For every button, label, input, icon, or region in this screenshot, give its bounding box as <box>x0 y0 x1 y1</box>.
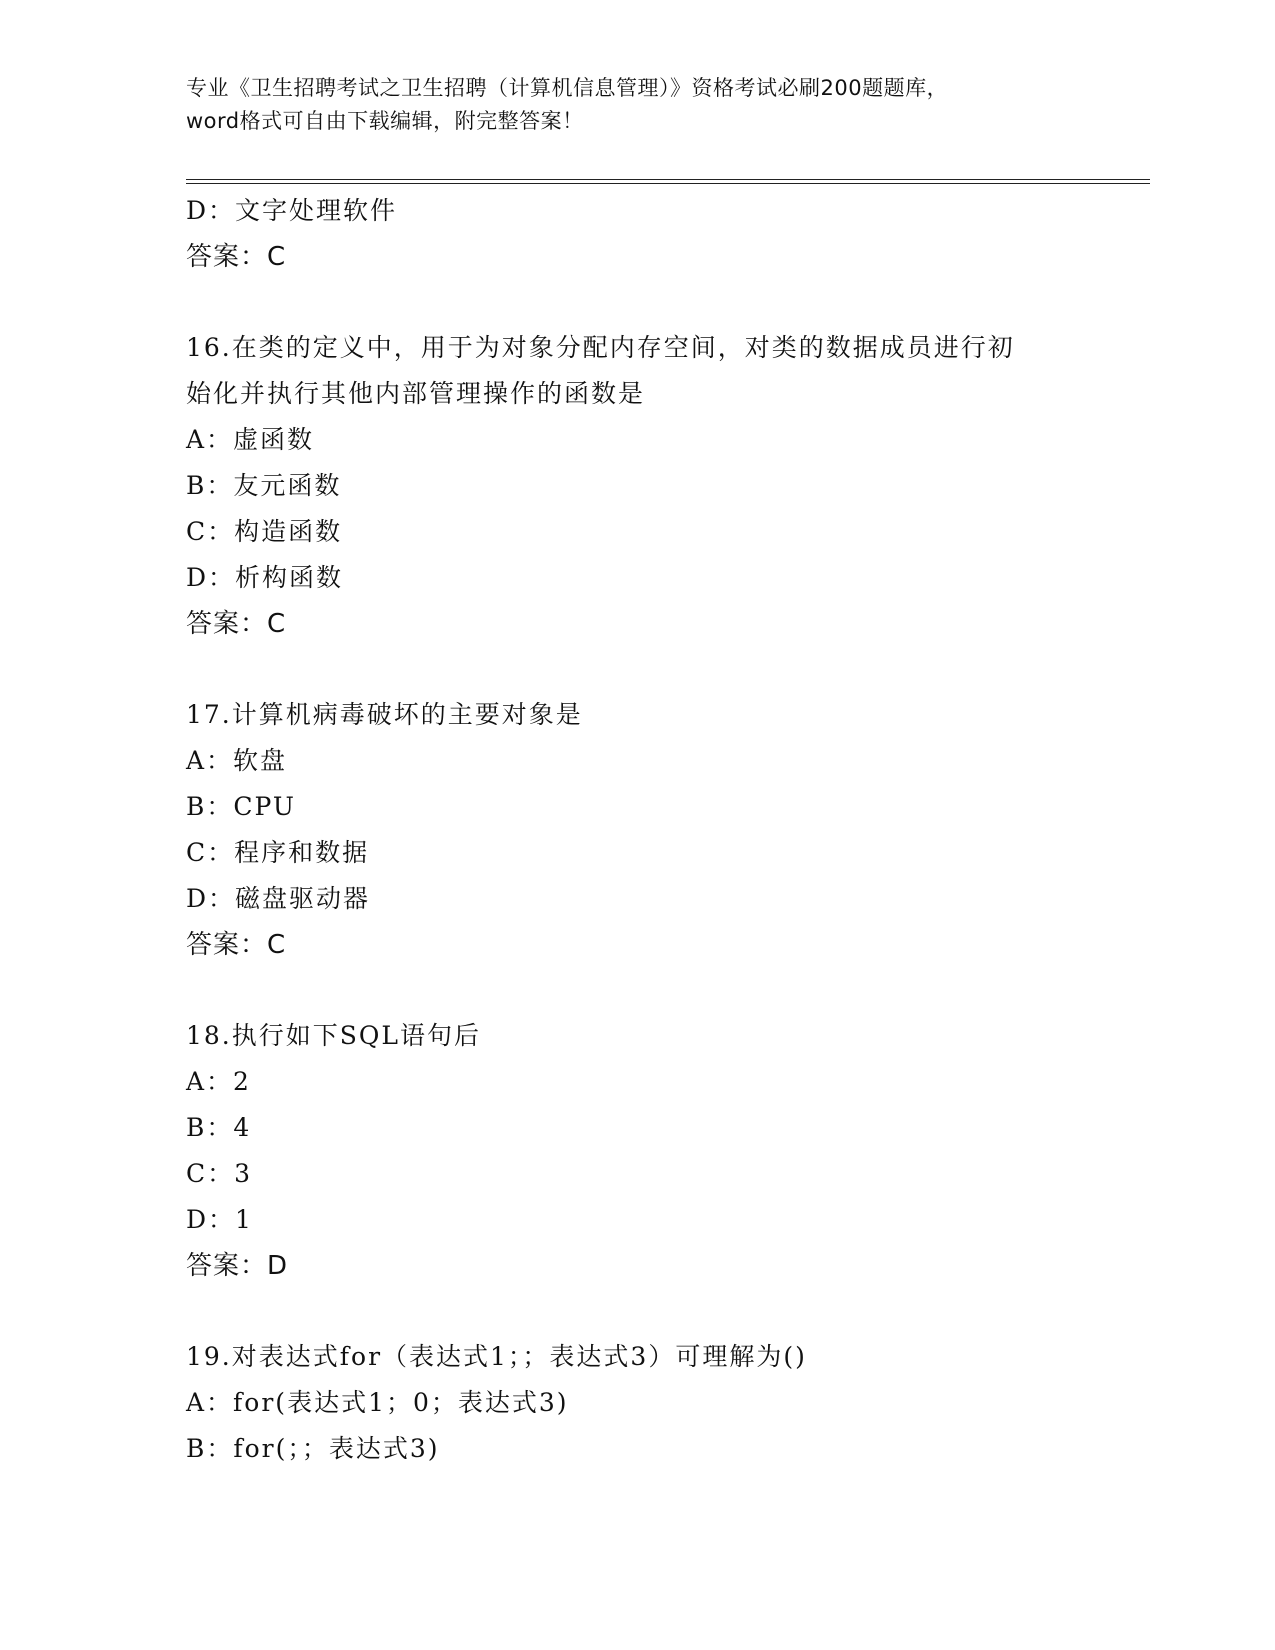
option-a: A：软盘 <box>186 746 288 775</box>
option-a: A：虚函数 <box>186 425 315 454</box>
option-b: B：4 <box>186 1113 252 1142</box>
question-stem-continued: 始化并执行其他内部管理操作的函数是 <box>186 379 646 408</box>
question-stem: 19.对表达式for（表达式1；；表达式3）可理解为() <box>186 1342 807 1371</box>
question-18 <box>186 1013 1086 1289</box>
option-b: B：for(；；表达式3) <box>186 1434 440 1463</box>
question-list <box>186 188 1086 1472</box>
spacer <box>186 280 1086 325</box>
question-stem: 18.执行如下SQL语句后 <box>186 1021 481 1050</box>
question-16 <box>186 325 1086 647</box>
document-header <box>186 72 1086 138</box>
option-c: C：3 <box>186 1159 253 1188</box>
spacer <box>186 968 1086 1013</box>
option-c: C：程序和数据 <box>186 838 370 867</box>
question-stem: 17.计算机病毒破坏的主要对象是 <box>186 700 583 729</box>
header-title-line-2: word格式可自由下载编辑，附完整答案！ <box>186 109 584 133</box>
question-stem: 16.在类的定义中，用于为对象分配内存空间，对类的数据成员进行初 <box>186 333 1015 362</box>
answer-line: 答案：C <box>186 242 287 272</box>
header-title-line-1: 专业《卫生招聘考试之卫生招聘（计算机信息管理）》资格考试必刷200题题库， <box>186 76 949 100</box>
header-divider-bottom <box>186 183 1150 184</box>
option-c: C：构造函数 <box>186 517 343 546</box>
option-a: A：for(表达式1；0；表达式3) <box>186 1388 569 1417</box>
option-b: B：友元函数 <box>186 471 342 500</box>
spacer <box>186 647 1086 692</box>
option-a: A：2 <box>186 1067 251 1096</box>
question-17 <box>186 692 1086 968</box>
answer-line: 答案：C <box>186 609 287 639</box>
option-d: D：析构函数 <box>186 563 344 592</box>
option-d: D：1 <box>186 1205 253 1234</box>
answer-line: 答案：D <box>186 1251 289 1281</box>
option-d: D：磁盘驱动器 <box>186 884 371 913</box>
header-divider-top <box>186 179 1150 180</box>
option-b: B：CPU <box>186 792 296 821</box>
question-19 <box>186 1334 1086 1472</box>
answer-line: 答案：C <box>186 930 287 960</box>
spacer <box>186 1289 1086 1334</box>
option-d: D：文字处理软件 <box>186 196 398 225</box>
